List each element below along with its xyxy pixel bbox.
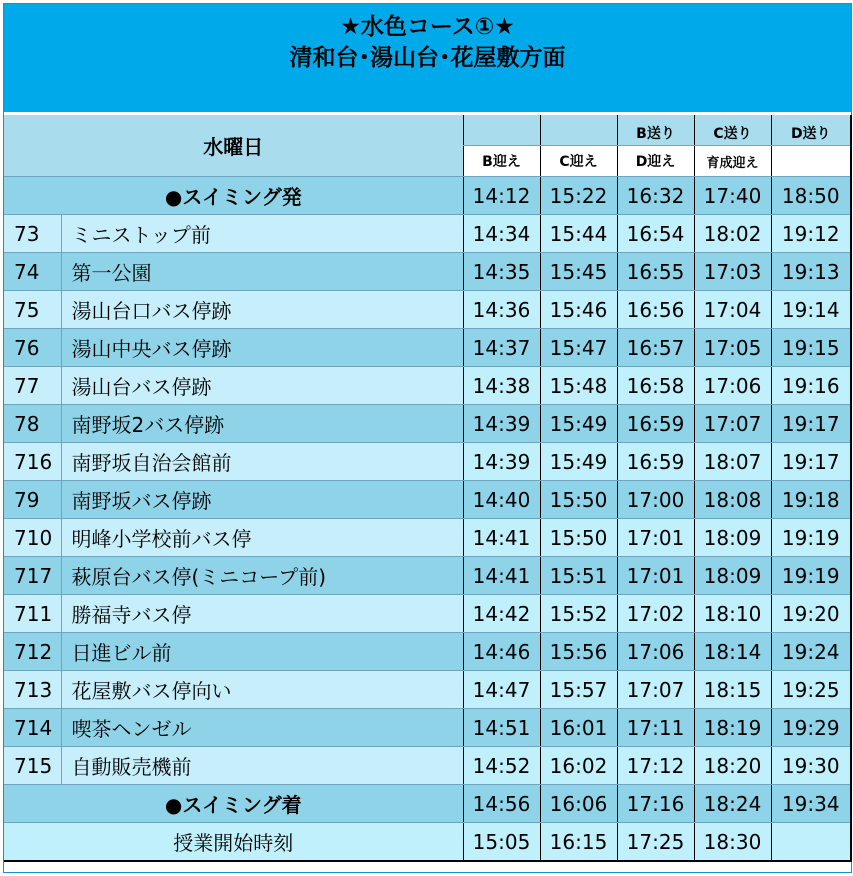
time-cell: 17:40 bbox=[694, 177, 771, 215]
col-header-bottom bbox=[771, 146, 851, 177]
time-cell: 15:50 bbox=[540, 481, 617, 519]
stop-number: 710 bbox=[4, 519, 61, 557]
time-cell: 14:41 bbox=[463, 519, 540, 557]
time-cell: 16:06 bbox=[540, 785, 617, 823]
time-cell: 17:16 bbox=[617, 785, 694, 823]
stop-row bbox=[4, 481, 851, 519]
lesson-label: 授業開始時刻 bbox=[4, 823, 463, 862]
time-cell: 15:50 bbox=[540, 519, 617, 557]
arrive-label: ●スイミング着 bbox=[4, 785, 463, 823]
time-cell: 17:07 bbox=[617, 671, 694, 709]
time-cell: 17:06 bbox=[617, 633, 694, 671]
time-cell: 14:39 bbox=[463, 405, 540, 443]
time-cell: 15:51 bbox=[540, 557, 617, 595]
time-cell: 18:50 bbox=[771, 177, 851, 215]
time-cell: 18:07 bbox=[694, 443, 771, 481]
stop-number: 77 bbox=[4, 367, 61, 405]
stop-row bbox=[4, 633, 851, 671]
stop-number: 712 bbox=[4, 633, 61, 671]
stop-name: 南野坂自治会館前 bbox=[61, 443, 463, 481]
time-cell: 15:46 bbox=[540, 291, 617, 329]
col-header-top: B送り bbox=[617, 115, 694, 146]
time-cell: 17:01 bbox=[617, 557, 694, 595]
area-title: 清和台･湯山台･花屋敷方面 bbox=[289, 45, 566, 71]
stop-number: 711 bbox=[4, 595, 61, 633]
time-cell: 14:36 bbox=[463, 291, 540, 329]
time-cell: 14:41 bbox=[463, 557, 540, 595]
day-label: 水曜日 bbox=[4, 115, 463, 177]
time-cell: 18:02 bbox=[694, 215, 771, 253]
time-cell: 17:00 bbox=[617, 481, 694, 519]
time-cell: 19:25 bbox=[771, 671, 851, 709]
time-cell: 19:19 bbox=[771, 557, 851, 595]
col-header-top: D送り bbox=[771, 115, 851, 146]
time-cell: 14:35 bbox=[463, 253, 540, 291]
time-cell: 16:02 bbox=[540, 747, 617, 785]
time-cell: 17:06 bbox=[694, 367, 771, 405]
time-cell: 14:34 bbox=[463, 215, 540, 253]
time-cell: 17:04 bbox=[694, 291, 771, 329]
time-cell: 18:24 bbox=[694, 785, 771, 823]
time-cell: 18:15 bbox=[694, 671, 771, 709]
timetable bbox=[4, 115, 852, 862]
stop-number: 713 bbox=[4, 671, 61, 709]
stop-name: 湯山中央バス停跡 bbox=[61, 329, 463, 367]
stop-number: 74 bbox=[4, 253, 61, 291]
time-cell: 14:56 bbox=[463, 785, 540, 823]
stop-row bbox=[4, 595, 851, 633]
time-cell: 14:12 bbox=[463, 177, 540, 215]
time-cell: 18:09 bbox=[694, 557, 771, 595]
stop-name: 自動販売機前 bbox=[61, 747, 463, 785]
stop-name: 明峰小学校前バス停 bbox=[61, 519, 463, 557]
time-cell: 18:14 bbox=[694, 633, 771, 671]
time-cell: 18:19 bbox=[694, 709, 771, 747]
stop-row bbox=[4, 367, 851, 405]
time-cell: 14:37 bbox=[463, 329, 540, 367]
time-cell: 19:34 bbox=[771, 785, 851, 823]
stop-number: 714 bbox=[4, 709, 61, 747]
stop-name: 萩原台バス停(ミニコープ前) bbox=[61, 557, 463, 595]
time-cell: 19:18 bbox=[771, 481, 851, 519]
time-cell: 19:24 bbox=[771, 633, 851, 671]
time-cell: 19:20 bbox=[771, 595, 851, 633]
time-cell: 15:49 bbox=[540, 405, 617, 443]
stop-name: 花屋敷バス停向い bbox=[61, 671, 463, 709]
stop-row bbox=[4, 443, 851, 481]
time-cell: 17:01 bbox=[617, 519, 694, 557]
title-banner bbox=[4, 4, 851, 112]
stop-row bbox=[4, 747, 851, 785]
time-cell: 19:16 bbox=[771, 367, 851, 405]
time-cell: 14:38 bbox=[463, 367, 540, 405]
stop-row bbox=[4, 519, 851, 557]
stop-name: 日進ビル前 bbox=[61, 633, 463, 671]
time-cell: 17:02 bbox=[617, 595, 694, 633]
time-cell: 16:58 bbox=[617, 367, 694, 405]
time-cell: 16:54 bbox=[617, 215, 694, 253]
timetable-frame bbox=[3, 3, 852, 873]
col-header-top bbox=[540, 115, 617, 146]
time-cell: 16:01 bbox=[540, 709, 617, 747]
arrive-row bbox=[4, 785, 851, 823]
col-header-bottom: 育成迎え bbox=[694, 146, 771, 177]
lesson-row bbox=[4, 823, 851, 862]
time-cell: 16:56 bbox=[617, 291, 694, 329]
time-cell: 15:57 bbox=[540, 671, 617, 709]
stop-row bbox=[4, 291, 851, 329]
stop-name: 喫茶ヘンゼル bbox=[61, 709, 463, 747]
time-cell: 17:12 bbox=[617, 747, 694, 785]
time-cell: 17:25 bbox=[617, 823, 694, 862]
stop-number: 79 bbox=[4, 481, 61, 519]
time-cell: 18:09 bbox=[694, 519, 771, 557]
time-cell: 15:49 bbox=[540, 443, 617, 481]
time-cell: 19:17 bbox=[771, 405, 851, 443]
stop-number: 716 bbox=[4, 443, 61, 481]
col-header-top bbox=[463, 115, 540, 146]
stop-name: 湯山台バス停跡 bbox=[61, 367, 463, 405]
stop-row bbox=[4, 709, 851, 747]
time-cell: 17:07 bbox=[694, 405, 771, 443]
stop-number: 75 bbox=[4, 291, 61, 329]
stop-number: 78 bbox=[4, 405, 61, 443]
stop-row bbox=[4, 253, 851, 291]
col-header-bottom: C迎え bbox=[540, 146, 617, 177]
time-cell: 14:47 bbox=[463, 671, 540, 709]
time-cell: 19:14 bbox=[771, 291, 851, 329]
time-cell: 15:44 bbox=[540, 215, 617, 253]
start-label: ●スイミング発 bbox=[4, 177, 463, 215]
time-cell: 14:39 bbox=[463, 443, 540, 481]
col-header-bottom: D迎え bbox=[617, 146, 694, 177]
col-header-bottom: B迎え bbox=[463, 146, 540, 177]
stop-number: 717 bbox=[4, 557, 61, 595]
time-cell: 18:08 bbox=[694, 481, 771, 519]
stop-name: 南野坂バス停跡 bbox=[61, 481, 463, 519]
time-cell: 16:32 bbox=[617, 177, 694, 215]
stop-number: 715 bbox=[4, 747, 61, 785]
time-cell: 15:45 bbox=[540, 253, 617, 291]
start-row bbox=[4, 177, 851, 215]
time-cell: 16:15 bbox=[540, 823, 617, 862]
header-row-top bbox=[4, 115, 851, 146]
time-cell: 19:13 bbox=[771, 253, 851, 291]
time-cell: 17:03 bbox=[694, 253, 771, 291]
stop-row bbox=[4, 405, 851, 443]
stop-number: 76 bbox=[4, 329, 61, 367]
time-cell: 15:56 bbox=[540, 633, 617, 671]
stop-row bbox=[4, 557, 851, 595]
time-cell: 14:46 bbox=[463, 633, 540, 671]
time-cell bbox=[771, 823, 851, 862]
time-cell: 18:30 bbox=[694, 823, 771, 862]
stop-name: 南野坂2バス停跡 bbox=[61, 405, 463, 443]
time-cell: 19:15 bbox=[771, 329, 851, 367]
col-header-top: C送り bbox=[694, 115, 771, 146]
course-title: ★水色コース①★ bbox=[340, 14, 515, 40]
time-cell: 15:52 bbox=[540, 595, 617, 633]
stop-row bbox=[4, 671, 851, 709]
time-cell: 15:47 bbox=[540, 329, 617, 367]
time-cell: 18:10 bbox=[694, 595, 771, 633]
time-cell: 19:19 bbox=[771, 519, 851, 557]
time-cell: 14:40 bbox=[463, 481, 540, 519]
time-cell: 16:55 bbox=[617, 253, 694, 291]
time-cell: 15:48 bbox=[540, 367, 617, 405]
time-cell: 15:05 bbox=[463, 823, 540, 862]
time-cell: 14:42 bbox=[463, 595, 540, 633]
time-cell: 16:59 bbox=[617, 405, 694, 443]
stop-row bbox=[4, 215, 851, 253]
stop-number: 73 bbox=[4, 215, 61, 253]
time-cell: 14:51 bbox=[463, 709, 540, 747]
time-cell: 17:05 bbox=[694, 329, 771, 367]
stop-row bbox=[4, 329, 851, 367]
stop-name: 湯山台口バス停跡 bbox=[61, 291, 463, 329]
stop-name: 勝福寺バス停 bbox=[61, 595, 463, 633]
stop-name: 第一公園 bbox=[61, 253, 463, 291]
time-cell: 19:30 bbox=[771, 747, 851, 785]
time-cell: 17:11 bbox=[617, 709, 694, 747]
time-cell: 19:29 bbox=[771, 709, 851, 747]
time-cell: 16:57 bbox=[617, 329, 694, 367]
time-cell: 18:20 bbox=[694, 747, 771, 785]
time-cell: 19:12 bbox=[771, 215, 851, 253]
time-cell: 19:17 bbox=[771, 443, 851, 481]
time-cell: 16:59 bbox=[617, 443, 694, 481]
time-cell: 15:22 bbox=[540, 177, 617, 215]
time-cell: 14:52 bbox=[463, 747, 540, 785]
stop-name: ミニストップ前 bbox=[61, 215, 463, 253]
